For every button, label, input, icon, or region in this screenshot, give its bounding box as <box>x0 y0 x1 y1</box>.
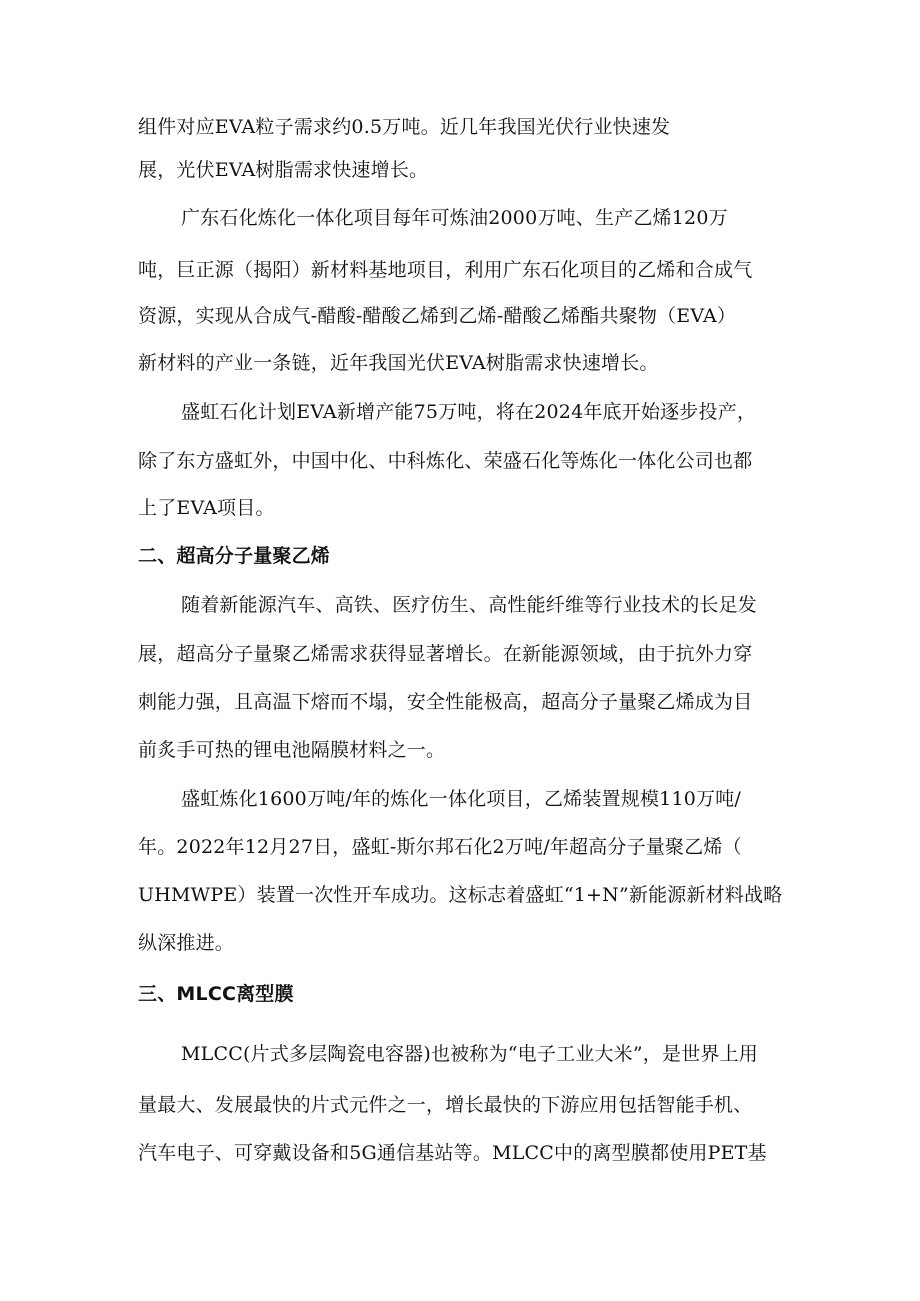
paragraph-5-line-1: 盛虹炼化1600万吨/年的炼化一体化项目，乙烯装置规模110万吨/ <box>181 788 742 810</box>
paragraph-4-line-2: 展，超高分子量聚乙烯需求获得显著增长。在新能源领域，由于抗外力穿 <box>138 643 753 665</box>
paragraph-3-line-2: 除了东方盛虹外，中国中化、中科炼化、荣盛石化等炼化一体化公司也都 <box>138 450 753 472</box>
paragraph-3-line-3: 上了EVA项目。 <box>138 497 275 519</box>
section-heading-3: 三、MLCC离型膜 <box>138 983 294 1005</box>
paragraph-2-line-3: 资源，实现从合成气-醋酸-醋酸乙烯到乙烯-醋酸乙烯酯共聚物（EVA） <box>138 305 737 327</box>
paragraph-2-line-1: 广东石化炼化一体化项目每年可炼油2000万吨、生产乙烯120万 <box>181 207 728 229</box>
paragraph-2-line-4: 新材料的产业一条链，近年我国光伏EVA树脂需求快速增长。 <box>138 352 659 374</box>
paragraph-2-line-2: 吨，巨正源（揭阳）新材料基地项目，利用广东石化项目的乙烯和合成气 <box>138 259 753 281</box>
section-heading-2: 二、超高分子量聚乙烯 <box>138 545 331 567</box>
paragraph-4-line-4: 前炙手可热的锂电池隔膜材料之一。 <box>138 739 446 761</box>
paragraph-1-line-2: 展，光伏EVA树脂需求快速增长。 <box>138 159 429 181</box>
paragraph-6-line-3: 汽车电子、可穿戴设备和5G通信基站等。MLCC中的离型膜都使用PET基 <box>138 1142 767 1164</box>
paragraph-6-line-1: MLCC(片式多层陶瓷电容器)也被称为“电子工业大米”，是世界上用 <box>181 1043 759 1065</box>
paragraph-1-line-1: 组件对应EVA粒子需求约0.5万吨。近几年我国光伏行业快速发 <box>138 116 671 138</box>
paragraph-4-line-3: 刺能力强，且高温下熔而不塌，安全性能极高，超高分子量聚乙烯成为目 <box>138 691 753 713</box>
paragraph-4-line-1: 随着新能源汽车、高铁、医疗仿生、高性能纤维等行业技术的长足发 <box>181 594 758 616</box>
paragraph-5-line-2: 年。2022年12月27日，盛虹-斯尔邦石化2万吨/年超高分子量聚乙烯（ <box>138 836 742 858</box>
paragraph-6-line-2: 量最大、发展最快的片式元件之一，增长最快的下游应用包括智能手机、 <box>138 1094 753 1116</box>
paragraph-5-line-3: UHMWPE）装置一次性开车成功。这标志着盛虹“1+N”新能源新材料战略 <box>138 884 783 906</box>
paragraph-5-line-4: 纵深推进。 <box>138 932 235 954</box>
paragraph-3-line-1: 盛虹石化计划EVA新增产能75万吨，将在2024年底开始逐步投产， <box>181 401 757 423</box>
